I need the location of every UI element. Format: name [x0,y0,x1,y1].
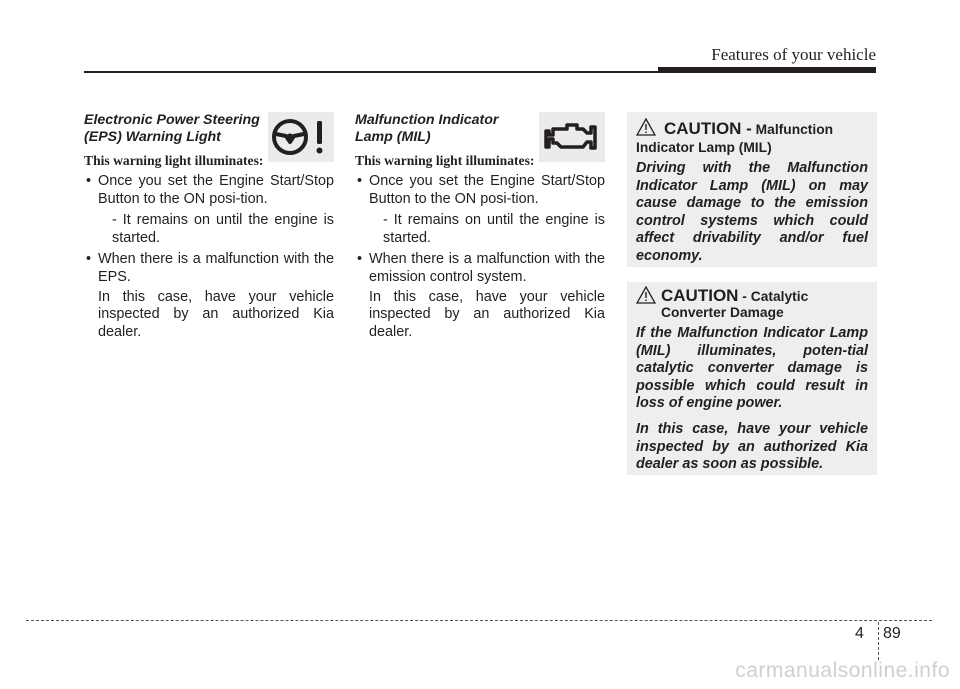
caution-text-2: In this case, have your vehicle inspected by an authorized Kia dealer as soon as possible. [636,420,868,473]
caution-label: CAUTION - [664,119,752,138]
caution-text: Driving with the Malfunction Indicator Lamp (MIL) on may cause damage to the emission control systems which could affect drivability and/or fuel economy. [636,160,868,264]
caution-box-catalytic [627,282,877,475]
header-rule [84,71,658,73]
eps-bullet-2: When there is a malfunction with the EPS. [98,251,334,285]
watermark: carmanualsonline.info [735,659,950,682]
mil-bullet-2-para: In this case, have your vehicle inspected by an authorized Kia dealer. [369,288,605,340]
list-item [84,251,334,341]
caution-box-mil [627,112,877,267]
caution-body [636,160,868,266]
list-item [355,173,605,247]
header-rule-accent [658,67,876,73]
eps-bullet-2-para: In this case, have your vehicle inspected by an authorized Kia dealer. [98,288,334,340]
mil-section-title: Malfunction Indicator Lamp (MIL) [355,112,499,145]
eps-bullet-1: Once you set the Engine Start/Stop Button to the ON posi-tion. [98,173,334,207]
page-number: 89 [883,625,901,642]
eps-section-title: Electronic Power Steering (EPS) Warning Light [84,112,260,145]
warning-triangle-icon [636,118,656,140]
eps-warning-icon [268,112,334,162]
caution-subject: - Catalytic Converter Damage [661,289,809,320]
list-item [355,251,605,341]
caution-subject: Malfunction Indicator Lamp (MIL) [636,122,834,155]
eps-bullet-list [84,173,334,341]
mil-lead-text: This warning light illuminates: [355,153,535,168]
mil-bullet-1: Once you set the Engine Start/Stop Button to the ON posi-tion. [369,173,605,207]
caution-text-1: If the Malfunction Indicator Lamp (MIL) illuminates, poten-tial catalytic converter damage is possible which could result in loss of engine power. [636,325,868,412]
warning-triangle-icon [636,286,656,308]
eps-section [84,112,334,345]
caution-label: CAUTION [661,286,739,305]
mil-bullet-2: When there is a malfunction with the emission control system. [369,251,605,285]
caution-heading [636,288,868,321]
section-number: 4 [855,625,864,642]
mil-bullet-list [355,173,605,341]
bullet-icon: • [86,251,92,268]
bullet-icon: • [86,173,92,189]
footer-rule [26,620,932,621]
caution-heading [636,118,868,156]
bullet-icon: • [357,173,363,189]
engine-check-icon [539,112,605,162]
page-header-title: Features of your vehicle [711,45,876,64]
eps-lead-text: This warning light illuminates: [84,153,264,168]
list-item [84,173,334,247]
caution-body [636,325,868,474]
bullet-icon: • [357,251,363,268]
footer-divider [878,622,879,660]
mil-bullet-1-sub: - It remains on until the engine is started. [383,212,605,246]
mil-section [355,112,605,345]
eps-bullet-1-sub: - It remains on until the engine is started. [112,212,334,246]
